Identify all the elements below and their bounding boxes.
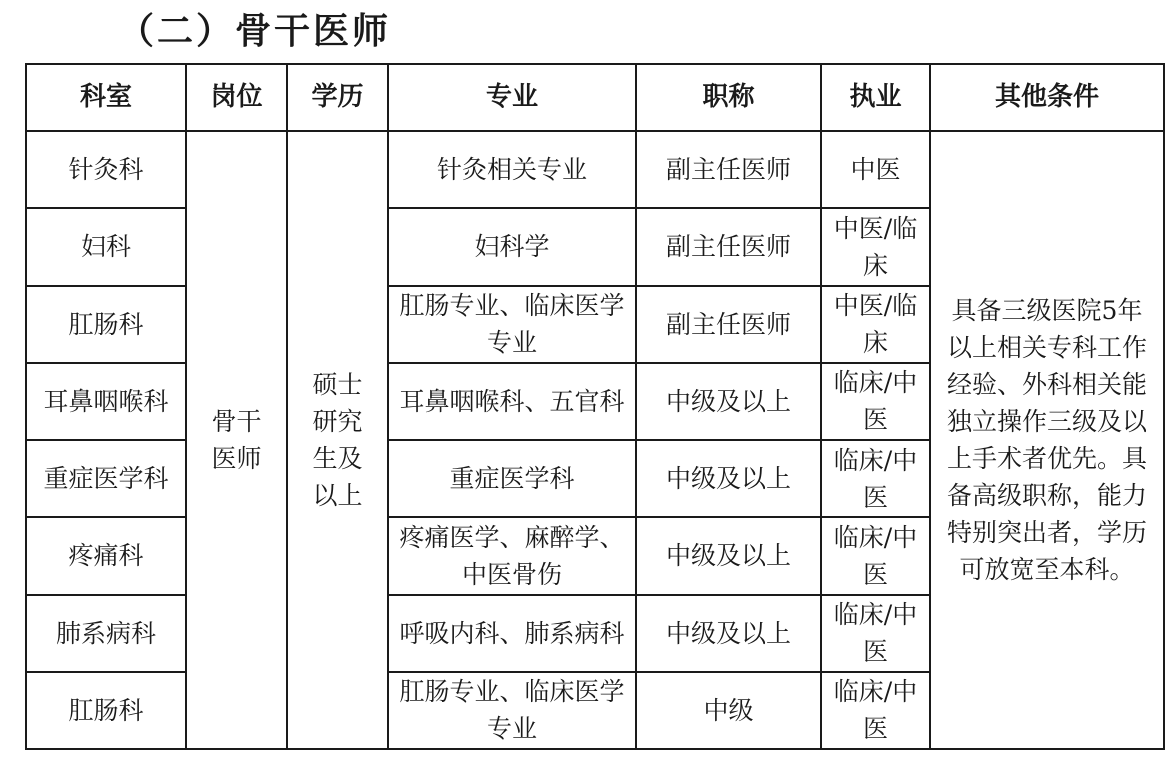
rank-cell: 副主任医师 <box>636 286 821 363</box>
practice-cell: 临床/中医 <box>821 363 930 440</box>
practice-cell: 中医/临床 <box>821 286 930 363</box>
practice-cell: 临床/中医 <box>821 672 930 749</box>
header-education: 学历 <box>287 64 388 131</box>
rank-cell: 副主任医师 <box>636 131 821 208</box>
major-cell: 肛肠专业、临床医学专业 <box>388 672 636 749</box>
header-dept: 科室 <box>26 64 186 131</box>
table-row <box>26 131 1164 208</box>
dept-cell: 肛肠科 <box>26 286 186 363</box>
dept-cell: 耳鼻咽喉科 <box>26 363 186 440</box>
rank-cell: 中级及以上 <box>636 595 821 672</box>
practice-cell: 临床/中医 <box>821 517 930 594</box>
practice-cell: 临床/中医 <box>821 595 930 672</box>
major-cell: 针灸相关专业 <box>388 131 636 208</box>
dept-cell: 针灸科 <box>26 131 186 208</box>
major-cell: 耳鼻咽喉科、五官科 <box>388 363 636 440</box>
rank-cell: 中级及以上 <box>636 517 821 594</box>
major-cell: 疼痛医学、麻醉学、中医骨伤 <box>388 517 636 594</box>
header-practice: 执业 <box>821 64 930 131</box>
practice-cell: 中医 <box>821 131 930 208</box>
post-cell: 骨干医师 <box>186 131 287 749</box>
header-rank: 职称 <box>636 64 821 131</box>
practice-cell: 中医/临床 <box>821 208 930 285</box>
dept-cell: 妇科 <box>26 208 186 285</box>
header-post: 岗位 <box>186 64 287 131</box>
dept-cell: 疼痛科 <box>26 517 186 594</box>
recruitment-table <box>25 63 1165 750</box>
major-cell: 呼吸内科、肺系病科 <box>388 595 636 672</box>
section-title: （二）骨干医师 <box>118 11 392 52</box>
rank-cell: 中级及以上 <box>636 363 821 440</box>
header-row <box>26 64 1164 131</box>
rank-cell: 中级及以上 <box>636 440 821 517</box>
other-conditions-cell: 具备三级医院5年以上相关专科工作经验、外科相关能独立操作三级及以上手术者优先。具备高级职称，能力特别突出者，学历可放宽至本科。 <box>930 131 1164 749</box>
rank-cell: 副主任医师 <box>636 208 821 285</box>
practice-cell: 临床/中医 <box>821 440 930 517</box>
dept-cell: 肺系病科 <box>26 595 186 672</box>
major-cell: 肛肠专业、临床医学专业 <box>388 286 636 363</box>
dept-cell: 重症医学科 <box>26 440 186 517</box>
major-cell: 妇科学 <box>388 208 636 285</box>
header-major: 专业 <box>388 64 636 131</box>
header-other: 其他条件 <box>930 64 1164 131</box>
major-cell: 重症医学科 <box>388 440 636 517</box>
rank-cell: 中级 <box>636 672 821 749</box>
education-cell: 硕士研究生及以上 <box>287 131 388 749</box>
dept-cell: 肛肠科 <box>26 672 186 749</box>
